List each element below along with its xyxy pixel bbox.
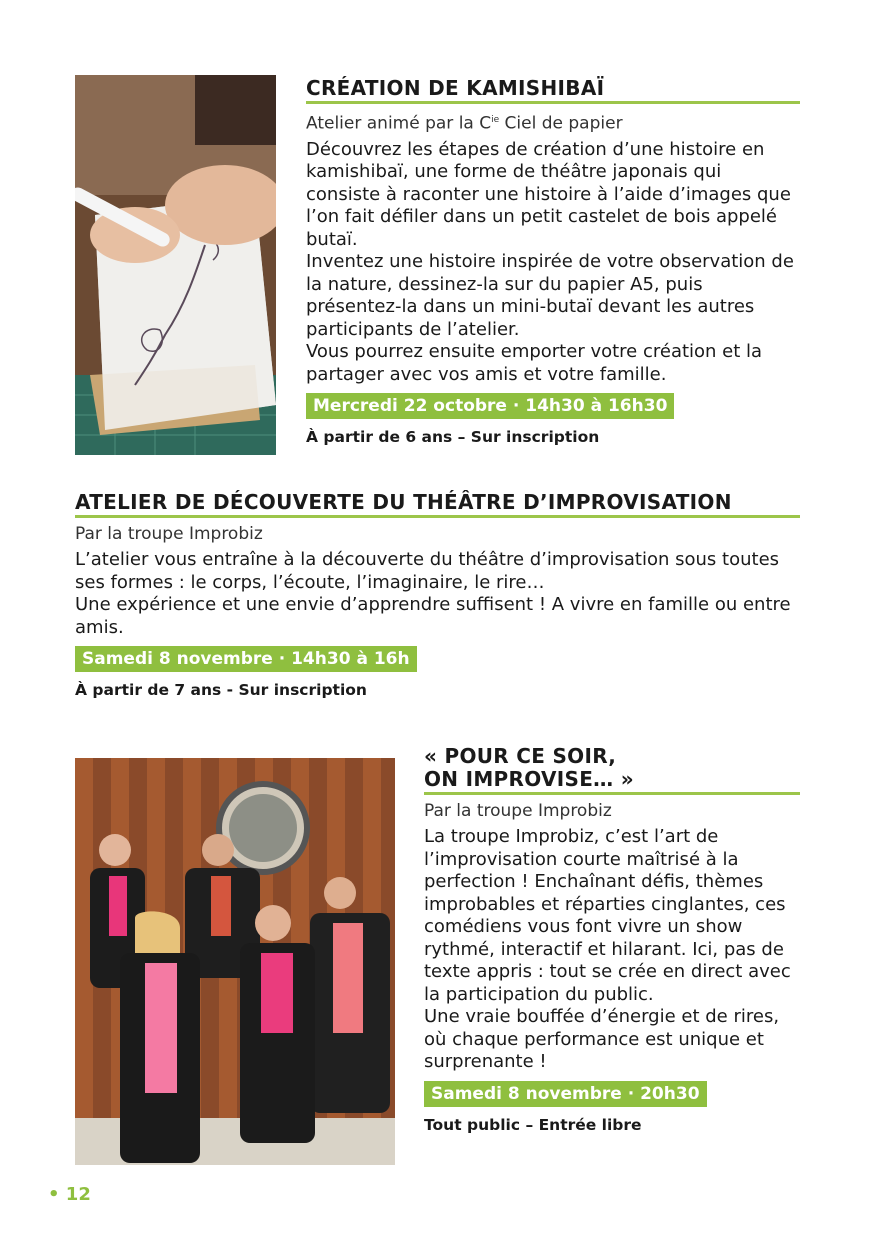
paragraph: Une vraie bouffée d’énergie et de rires, où chaque performance est unique et surprenante ! — [424, 1006, 780, 1072]
event-improv-workshop-date: Samedi 8 novembre · 14h30 à 16h — [75, 646, 417, 672]
paragraph: Une expérience et une envie d’apprendre suffisent ! A vivre en famille ou entre amis. — [75, 594, 791, 638]
event-improv-workshop-info: À partir de 7 ans - Sur inscription — [75, 681, 367, 699]
event-kamishibai-description — [306, 139, 800, 387]
event-improv-show-info: Tout public – Entrée libre — [424, 1115, 642, 1134]
kamishibai-photo-illustration — [75, 75, 276, 455]
event-kamishibai-title: CRÉATION DE KAMISHIBAÏ — [306, 76, 800, 104]
event-improv-workshop — [75, 490, 800, 700]
event-improv-show-subtitle: Par la troupe Improbiz — [424, 801, 612, 821]
page-number-value: 12 — [65, 1184, 91, 1205]
event-kamishibai — [306, 76, 800, 447]
troupe-photo — [75, 758, 395, 1165]
event-improv-workshop-description — [75, 549, 800, 639]
paragraph: Inventez une histoire inspirée de votre observation de la nature, dessinez-la sur du papier A5, puis présentez-la dans un mini-butaï devant les autres participants de l’atelier. — [306, 251, 794, 340]
subtitle-part: Ciel de papier — [499, 113, 623, 134]
title-line: « POUR CE SOIR, — [424, 744, 617, 768]
event-improv-workshop-subtitle: Par la troupe Improbiz — [75, 524, 263, 544]
paragraph: Vous pourrez ensuite emporter votre création et la partager avec vos amis et votre famille. — [306, 341, 763, 385]
event-improv-show-date: Samedi 8 novembre · 20h30 — [424, 1081, 707, 1107]
paragraph: Découvrez les étapes de création d’une histoire en kamishibaï, une forme de théâtre japonais qui consiste à raconter une histoire à l’aide d’images que l’on fait défiler dans un petit castelet de bois appelé butaï. — [306, 138, 791, 250]
troupe-photo-illustration — [75, 758, 395, 1165]
event-kamishibai-info: À partir de 6 ans – Sur inscription — [306, 428, 600, 447]
bullet-icon: • — [48, 1184, 60, 1205]
event-kamishibai-date: Mercredi 22 octobre · 14h30 à 16h30 — [306, 393, 674, 419]
event-improv-show-title — [424, 745, 800, 795]
event-improv-show — [424, 745, 800, 1135]
subtitle-part: Atelier animé par la C — [306, 113, 492, 134]
event-kamishibai-subtitle — [306, 109, 800, 135]
title-line: ON IMPROVISE… » — [424, 767, 634, 791]
subtitle-sup: ie — [491, 115, 500, 125]
event-improv-workshop-title: ATELIER DE DÉCOUVERTE DU THÉÂTRE D’IMPROVISATION — [75, 490, 800, 518]
page-number — [48, 1184, 91, 1205]
event-improv-show-description — [424, 826, 800, 1074]
paragraph: La troupe Improbiz, c’est l’art de l’improvisation courte maîtrisé à la perfection ! Enchaînant défis, thèmes improbables et réparties cinglantes, ces comédiens vous font vivre un show rythmé, interactif et hilarant. Ici, pas de texte appris : tout se crée en direct avec la participation du public. — [424, 826, 791, 1005]
kamishibai-photo — [75, 75, 276, 455]
paragraph: L’atelier vous entraîne à la découverte du théâtre d’improvisation sous toutes ses formes : le corps, l’écoute, l’imaginaire, le rire… — [75, 549, 780, 593]
